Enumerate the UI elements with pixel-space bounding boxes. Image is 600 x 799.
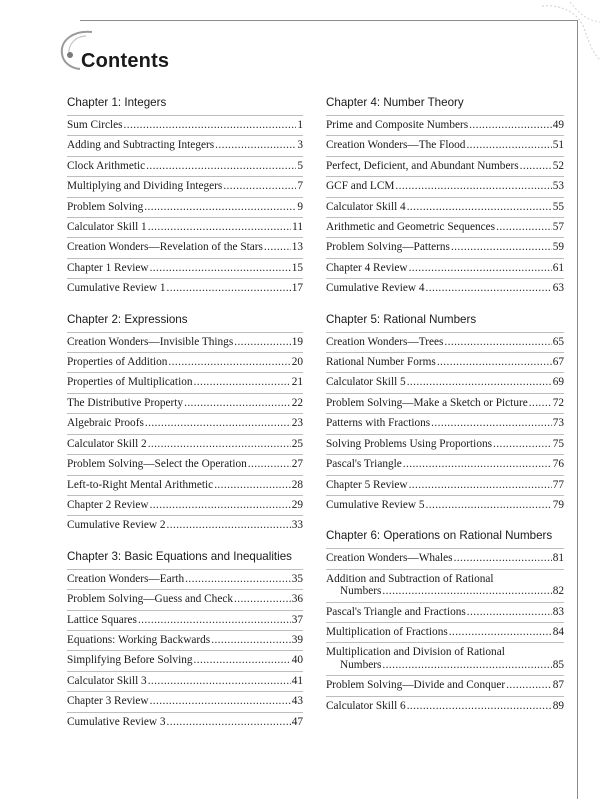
toc-entry[interactable]	[326, 176, 564, 196]
dot-leader	[493, 438, 552, 450]
toc-entry[interactable]	[67, 237, 303, 257]
dot-leader	[454, 552, 552, 564]
toc-page-number: 59	[552, 241, 564, 254]
toc-entry[interactable]	[67, 115, 303, 135]
toc-page-number: 55	[552, 200, 564, 213]
dot-leader	[529, 397, 552, 409]
toc-entry[interactable]	[67, 393, 303, 413]
toc-entry[interactable]	[67, 278, 303, 298]
toc-entry-title: Multiplication and Division of Rational	[326, 646, 505, 659]
dot-leader	[223, 180, 296, 192]
toc-entry-title: Creation Wonders—Invisible Things	[67, 335, 234, 348]
toc-entry-title: Chapter 4 Review	[326, 261, 408, 274]
corner-swirl-icon	[540, 0, 600, 70]
toc-entry-title: Problem Solving—Guess and Check	[67, 593, 233, 606]
toc-page-number: 41	[291, 674, 303, 687]
toc-entry[interactable]	[67, 610, 303, 630]
toc-entry[interactable]	[326, 548, 564, 568]
toc-entry[interactable]	[326, 372, 564, 392]
toc-entry[interactable]	[326, 602, 564, 622]
toc-entry-title: Calculator Skill 1	[67, 221, 147, 234]
dot-leader	[449, 626, 552, 638]
toc-entry-title: Lattice Squares	[67, 613, 137, 626]
toc-page-number: 53	[552, 180, 564, 193]
chapter-heading: Chapter 5: Rational Numbers	[326, 312, 477, 326]
toc-entry-title: Creation Wonders—Trees	[326, 335, 444, 348]
toc-entry[interactable]	[326, 237, 564, 257]
toc-entry-title: Problem Solving—Patterns	[326, 241, 450, 254]
toc-entry[interactable]	[67, 454, 303, 474]
dot-leader	[168, 356, 290, 368]
toc-page-number: 63	[552, 282, 564, 295]
dot-leader	[506, 679, 552, 691]
chapter-section	[67, 550, 303, 732]
dot-leader	[403, 458, 552, 470]
toc-page-number: 87	[552, 679, 564, 692]
toc-entry[interactable]	[67, 569, 303, 589]
toc-entry[interactable]	[67, 197, 303, 217]
dot-leader	[167, 716, 291, 728]
toc-page-number: 57	[552, 221, 564, 234]
toc-entry[interactable]	[326, 115, 564, 135]
dot-leader	[431, 417, 552, 429]
chapter-section	[326, 313, 564, 516]
dot-leader	[150, 262, 291, 274]
dot-leader	[145, 417, 291, 429]
toc-entry[interactable]	[326, 258, 564, 278]
chapter-section	[67, 313, 303, 536]
toc-page-number: 89	[552, 699, 564, 712]
dot-leader	[138, 614, 291, 626]
toc-page-number: 83	[552, 605, 564, 618]
toc-entry-title: Pascal's Triangle and Fractions	[326, 605, 466, 618]
toc-entry[interactable]	[67, 589, 303, 609]
page-frame-right	[577, 20, 578, 799]
toc-entry[interactable]	[67, 515, 303, 535]
dot-leader	[426, 282, 552, 294]
dot-leader	[426, 499, 552, 511]
chapter-heading: Chapter 1: Integers	[67, 96, 167, 109]
toc-entry[interactable]	[67, 495, 303, 515]
dot-leader	[215, 139, 296, 151]
chapter-heading: Chapter 2: Expressions	[67, 312, 188, 326]
dot-leader	[150, 695, 291, 707]
dot-leader	[451, 241, 552, 253]
toc-page-number: 19	[291, 335, 303, 348]
toc-entry-title: Chapter 1 Review	[67, 261, 149, 274]
toc-entry-title: Cumulative Review 1	[67, 282, 166, 295]
toc-entry-title: Creation Wonders—Whales	[326, 552, 453, 565]
toc-page-number: 13	[291, 241, 303, 254]
dot-leader	[144, 201, 296, 213]
toc-entry-title: Adding and Subtracting Integers	[67, 139, 215, 152]
toc-page-number: 33	[291, 519, 303, 532]
dot-leader	[409, 262, 552, 274]
toc-page-number: 7	[297, 180, 303, 193]
toc-entry[interactable]	[326, 197, 564, 217]
chapter-heading: Chapter 4: Number Theory	[326, 96, 464, 109]
chapter-heading: Chapter 6: Operations on Rational Numbers	[326, 529, 553, 543]
dot-leader	[185, 573, 291, 585]
toc-entry-title: Simplifying Before Solving	[67, 654, 193, 667]
dot-leader	[148, 221, 291, 233]
toc-page-number: 40	[291, 654, 303, 667]
toc-entry-title: Chapter 3 Review	[67, 695, 149, 708]
dot-leader	[407, 201, 552, 213]
dot-leader	[407, 700, 552, 712]
toc-page-number: 82	[552, 585, 564, 598]
dot-leader	[148, 438, 291, 450]
toc-entry-title: Cumulative Review 3	[67, 715, 166, 728]
toc-entry-title: Multiplication of Fractions	[326, 625, 448, 638]
dot-leader	[167, 519, 291, 531]
page-title: Contents	[81, 50, 170, 72]
toc-entry-title: Left-to-Right Mental Arithmetic	[67, 478, 214, 491]
dot-leader	[466, 139, 551, 151]
dot-leader	[248, 458, 291, 470]
toc-entry-title: Calculator Skill 4	[326, 200, 406, 213]
toc-page-number: 43	[291, 695, 303, 708]
toc-page-number: 27	[291, 458, 303, 471]
toc-entry[interactable]	[326, 622, 564, 642]
chapter-section	[326, 529, 564, 716]
toc-page-number: 35	[291, 572, 303, 585]
toc-entry-title: Chapter 5 Review	[326, 478, 408, 491]
dot-leader	[395, 180, 551, 192]
dot-leader	[146, 160, 296, 172]
toc-column-right	[326, 96, 564, 716]
chapter-section	[67, 96, 303, 299]
toc-page-number: 52	[552, 159, 564, 172]
toc-entry[interactable]	[326, 278, 564, 298]
toc-entry[interactable]	[326, 454, 564, 474]
toc-page-number: 20	[291, 356, 303, 369]
toc-entry-title: Patterns with Fractions	[326, 417, 431, 430]
toc-page-number: 25	[291, 437, 303, 450]
toc-entry[interactable]	[67, 691, 303, 711]
toc-entry-title: Problem Solving—Make a Sketch or Picture	[326, 396, 528, 409]
toc-page-number: 77	[552, 478, 564, 491]
toc-entry-title: Problem Solving	[67, 200, 144, 213]
toc-entry-title: Calculator Skill 2	[67, 437, 147, 450]
toc-entry[interactable]	[326, 569, 564, 602]
toc-page-number: 73	[552, 417, 564, 430]
toc-entry[interactable]	[67, 332, 303, 352]
toc-entry[interactable]	[326, 475, 564, 495]
toc-entry-title: Addition and Subtraction of Rational	[326, 572, 494, 585]
toc-page-number: 37	[291, 613, 303, 626]
toc-entry[interactable]	[67, 217, 303, 237]
toc-page-number: 15	[291, 261, 303, 274]
toc-page-number: 36	[291, 593, 303, 606]
toc-entry[interactable]	[67, 176, 303, 196]
dot-leader	[409, 479, 552, 491]
toc-entry-title: Pascal's Triangle	[326, 458, 402, 471]
toc-entry-title: Algebraic Proofs	[67, 417, 144, 430]
toc-entry-title: Creation Wonders—Revelation of the Stars	[67, 241, 263, 254]
chapter-heading: Chapter 3: Basic Equations and Inequalities	[67, 549, 292, 563]
toc-page-number: 21	[291, 376, 303, 389]
dot-leader	[264, 241, 291, 253]
toc-entry[interactable]	[326, 642, 564, 675]
toc-page-number: 47	[291, 715, 303, 728]
page-frame-top	[80, 20, 578, 21]
toc-entry[interactable]	[326, 413, 564, 433]
toc-page-number: 65	[552, 335, 564, 348]
dot-leader	[496, 221, 552, 233]
toc-entry-title: Multiplying and Dividing Integers	[67, 180, 223, 193]
toc-page-number: 39	[291, 633, 303, 646]
dot-leader	[444, 336, 551, 348]
toc-entry[interactable]	[326, 135, 564, 155]
dot-leader	[150, 499, 291, 511]
toc-page-number: 61	[552, 261, 564, 274]
toc-entry[interactable]	[67, 156, 303, 176]
toc-entry-continuation	[326, 659, 564, 671]
dot-leader	[382, 585, 551, 597]
toc-page-number: 72	[552, 396, 564, 409]
toc-entry[interactable]	[67, 413, 303, 433]
toc-entry-title: Problem Solving—Select the Operation	[67, 458, 247, 471]
toc-page-number: 49	[552, 119, 564, 131]
toc-page-number: 11	[292, 221, 303, 234]
toc-entry[interactable]	[326, 393, 564, 413]
toc-page-number: 81	[552, 552, 564, 565]
dot-leader	[382, 659, 551, 671]
toc-entry[interactable]	[67, 372, 303, 392]
toc-entry-title: Prime and Composite Numbers	[326, 119, 469, 131]
toc-entry-title: Cumulative Review 2	[67, 519, 166, 532]
toc-entry-title: Calculator Skill 5	[326, 376, 406, 389]
toc-entry-title: Sum Circles	[67, 119, 123, 131]
toc-entry-title: Creation Wonders—Earth	[67, 572, 185, 585]
toc-page-number: 69	[552, 376, 564, 389]
toc-entry[interactable]	[326, 434, 564, 454]
toc-page-number: 28	[291, 478, 303, 491]
toc-entry-title: Cumulative Review 4	[326, 282, 425, 295]
toc-page-number: 67	[552, 356, 564, 369]
toc-page-number: 17	[291, 282, 303, 295]
toc-page-number: 76	[552, 458, 564, 471]
dot-leader	[469, 119, 552, 131]
toc-entry[interactable]	[326, 352, 564, 372]
chapter-section	[326, 96, 564, 299]
toc-entry-title: Rational Number Forms	[326, 356, 436, 369]
toc-entry-title: GCF and LCM	[326, 180, 395, 193]
toc-entry-continuation	[326, 585, 564, 597]
dot-leader	[148, 675, 291, 687]
toc-entry-title: Properties of Addition	[67, 356, 168, 369]
toc-entry[interactable]	[67, 630, 303, 650]
dot-leader	[184, 397, 291, 409]
toc-entry-title: Calculator Skill 3	[67, 674, 147, 687]
toc-entry-title-cont: Numbers	[340, 585, 382, 598]
dot-leader	[211, 634, 290, 646]
toc-page-number: 9	[297, 200, 303, 213]
dot-leader	[407, 376, 552, 388]
toc-page-number: 23	[291, 417, 303, 430]
toc-entry-title: Solving Problems Using Proportions	[326, 437, 493, 450]
toc-page-number: 79	[552, 498, 564, 511]
toc-entry[interactable]	[326, 332, 564, 352]
toc-entry-title: Properties of Multiplication	[67, 376, 193, 389]
dot-leader	[167, 282, 291, 294]
toc-entry[interactable]	[67, 650, 303, 670]
toc-entry[interactable]	[67, 434, 303, 454]
toc-page-number: 5	[297, 159, 303, 172]
toc-page-number: 51	[552, 139, 564, 152]
dot-leader	[194, 654, 291, 666]
toc-entry-title: Perfect, Deficient, and Abundant Numbers	[326, 159, 519, 172]
toc-column-left	[67, 96, 303, 732]
toc-page-number: 22	[291, 396, 303, 409]
dot-leader	[520, 160, 552, 172]
dot-leader	[234, 593, 291, 605]
toc-entry-title: Arithmetic and Geometric Sequences	[326, 221, 496, 234]
toc-entry[interactable]	[67, 671, 303, 691]
dot-leader	[124, 119, 297, 131]
toc-entry[interactable]	[67, 352, 303, 372]
toc-page-number: 1	[297, 119, 303, 131]
toc-entry-title-cont: Numbers	[340, 658, 382, 671]
toc-entry-title: Equations: Working Backwards	[67, 633, 211, 646]
dot-leader	[194, 376, 291, 388]
toc-entry-title: The Distributive Property	[67, 396, 184, 409]
toc-entry[interactable]	[326, 675, 564, 695]
toc-entry-title: Calculator Skill 6	[326, 699, 406, 712]
toc-page-number: 75	[552, 437, 564, 450]
toc-page-number: 29	[291, 498, 303, 511]
toc-entry[interactable]	[67, 475, 303, 495]
toc-page-number: 3	[297, 139, 303, 152]
dot-leader	[437, 356, 552, 368]
toc-entry[interactable]	[326, 156, 564, 176]
toc-entry[interactable]	[326, 696, 564, 716]
dot-leader	[214, 479, 291, 491]
dot-leader	[467, 606, 552, 618]
toc-entry[interactable]	[67, 135, 303, 155]
toc-entry-title: Clock Arithmetic	[67, 159, 146, 172]
toc-entry-title: Chapter 2 Review	[67, 498, 149, 511]
toc-entry-title: Cumulative Review 5	[326, 498, 425, 511]
toc-page-number: 85	[552, 658, 564, 671]
toc-page-number: 84	[552, 625, 564, 638]
toc-entry[interactable]	[67, 258, 303, 278]
toc-entry-title: Creation Wonders—The Flood	[326, 139, 466, 152]
toc-entry[interactable]	[326, 217, 564, 237]
toc-entry-title: Problem Solving—Divide and Conquer	[326, 679, 506, 692]
toc-entry[interactable]	[326, 495, 564, 515]
dot-leader	[234, 336, 290, 348]
toc-entry[interactable]	[67, 712, 303, 732]
